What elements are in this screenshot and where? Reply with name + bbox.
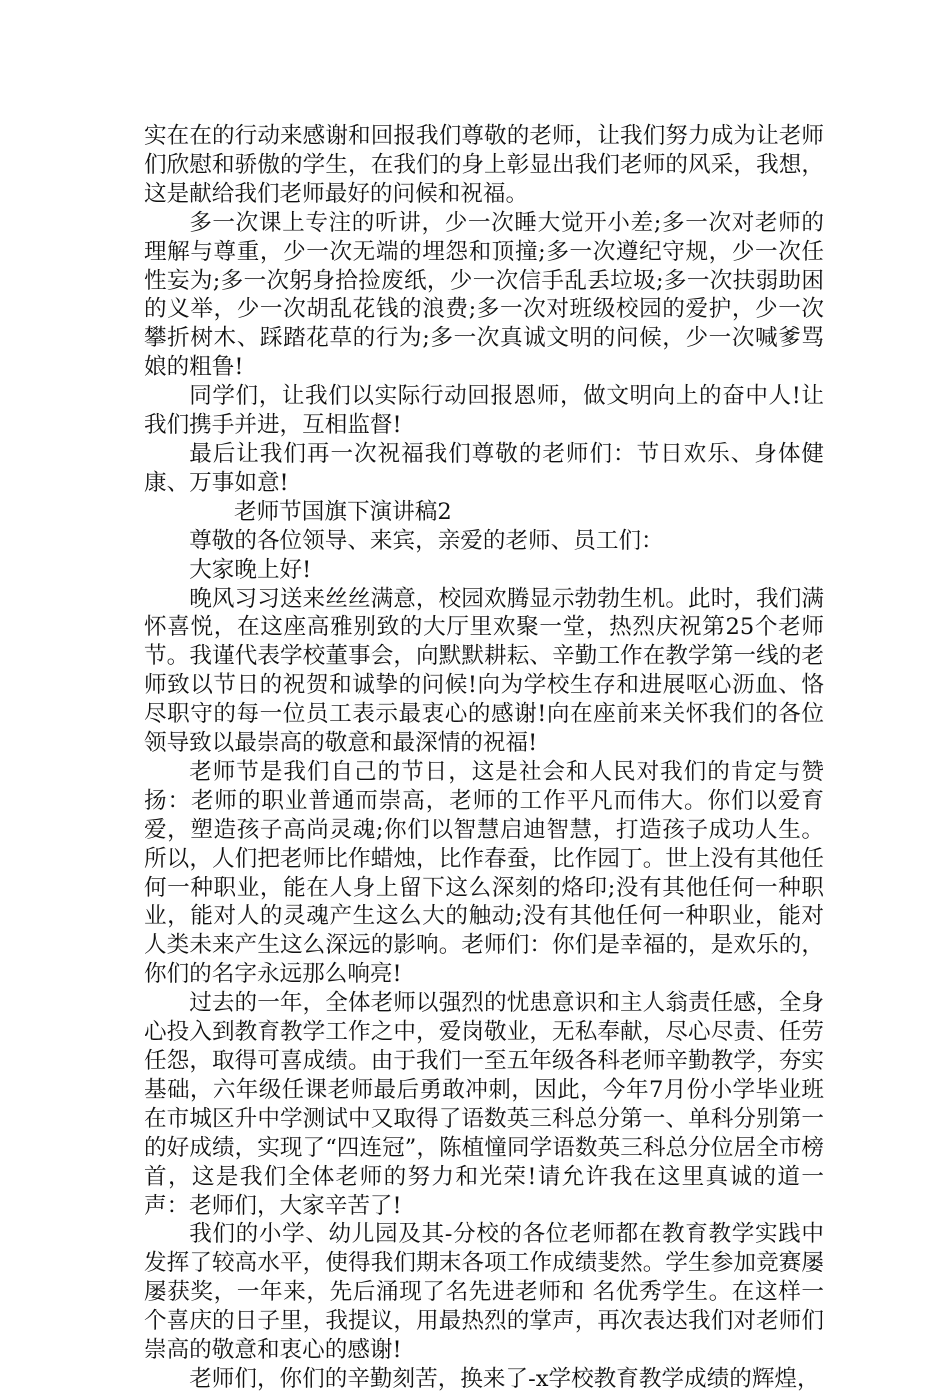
paragraph: 多一次课上专注的听讲，少一次睡大觉开小差;多一次对老师的理解与尊重，少一次无端的埋怨和顶撞;多一次遵纪守规，少一次任性妄为;多一次躬身拾捡废纸，少一次信手乱丢垃圾;多一次扶弱助困的义举，少一次胡乱花钱的浪费;多一次对班级校园的爱护，少一次攀折树木、踩踏花草的行为;多一次真诚文明的问候，少一次喊爹骂娘的粗鲁! xyxy=(144,209,824,381)
paragraph: 同学们，让我们以实际行动回报恩师，做文明向上的奋中人!让我们携手并进，互相监督! xyxy=(144,383,824,439)
paragraph: 老师们，你们的辛勤刻苦，换来了-x学校教育教学成绩的辉煌， xyxy=(189,1365,820,1392)
paragraph: 老师节是我们自己的节日，这是社会和人民对我们的肯定与赞扬：老师的职业普通而崇高，老师的工作平凡而伟大。你们以爱育爱，塑造孩子高尚灵魂;你们以智慧启迪智慧，打造孩子成功人生。所以，人们把老师比作蜡烛，比作春蚕，比作园丁。世上没有其他任何一种职业，能在人身上留下这么深刻的烙印;没有其他任何一种职业，能对人的灵魂产生这么大的触动;没有其他任何一种职业，能对人类未来产生这么深远的影响。老师们：你们是幸福的，是欢乐的，你们的名字永远那么响亮! xyxy=(144,758,824,988)
paragraph: 晚风习习送来丝丝满意，校园欢腾显示勃勃生机。此时，我们满怀喜悦，在这座高雅别致的大厅里欢聚一堂，热烈庆祝第25个老师节。我谨代表学校董事会，向默默耕耘、辛勤工作在教学第一线的老师致以节日的祝贺和诚挚的问候!向为学校生存和进展呕心沥血、恪尽职守的每一位员工表示最衷心的感谢!向在座前来关怀我们的各位领导致以最崇高的敬意和最深情的祝福! xyxy=(144,585,824,757)
paragraph: 过去的一年，全体老师以强烈的忧患意识和主人翁责任感，全身心投入到教育教学工作之中，爱岗敬业，无私奉献，尽心尽责、任劳任怨，取得可喜成绩。由于我们一至五年级各科老师辛勤教学，夯实基础，六年级任课老师最后勇敢冲刺，因此，今年7月份小学毕业班在市城区升中学测试中又取得了语数英三科总分第一、单科分别第一的好成绩，实现了“四连冠”，陈植憧同学语数英三科总分位居全市榜首，这是我们全体老师的努力和光荣!请允许我在这里真诚的道一声：老师们，大家辛苦了! xyxy=(144,990,824,1219)
paragraph: 最后让我们再一次祝福我们尊敬的老师们：节日欢乐、身体健康、万事如意! xyxy=(144,440,824,496)
greeting: 大家晚上好! xyxy=(189,556,312,583)
paragraph: 实在在的行动来感谢和回报我们尊敬的老师，让我们努力成为让老师们欣慰和骄傲的学生，在我们的身上彰显出我们老师的风采，我想，这是献给我们老师最好的问候和祝福。 xyxy=(144,123,824,207)
paragraph: 我们的小学、幼儿园及其-分校的各位老师都在教育教学实践中发挥了较高水平，使得我们期末各项工作成绩斐然。学生参加竞赛屡屡获奖，一年来，先后涌现了名先进老师和 名优秀学生。在这样一个喜庆的日子里，我提议，用最热烈的掌声，再次表达我们对老师们崇高的敬意和衷心的感谢! xyxy=(144,1221,824,1364)
salutation: 尊敬的各位领导、来宾，亲爱的老师、员工们： xyxy=(189,527,664,554)
section-heading: 老师节国旗下演讲稿2 xyxy=(234,498,452,525)
document-page xyxy=(144,122,824,1394)
